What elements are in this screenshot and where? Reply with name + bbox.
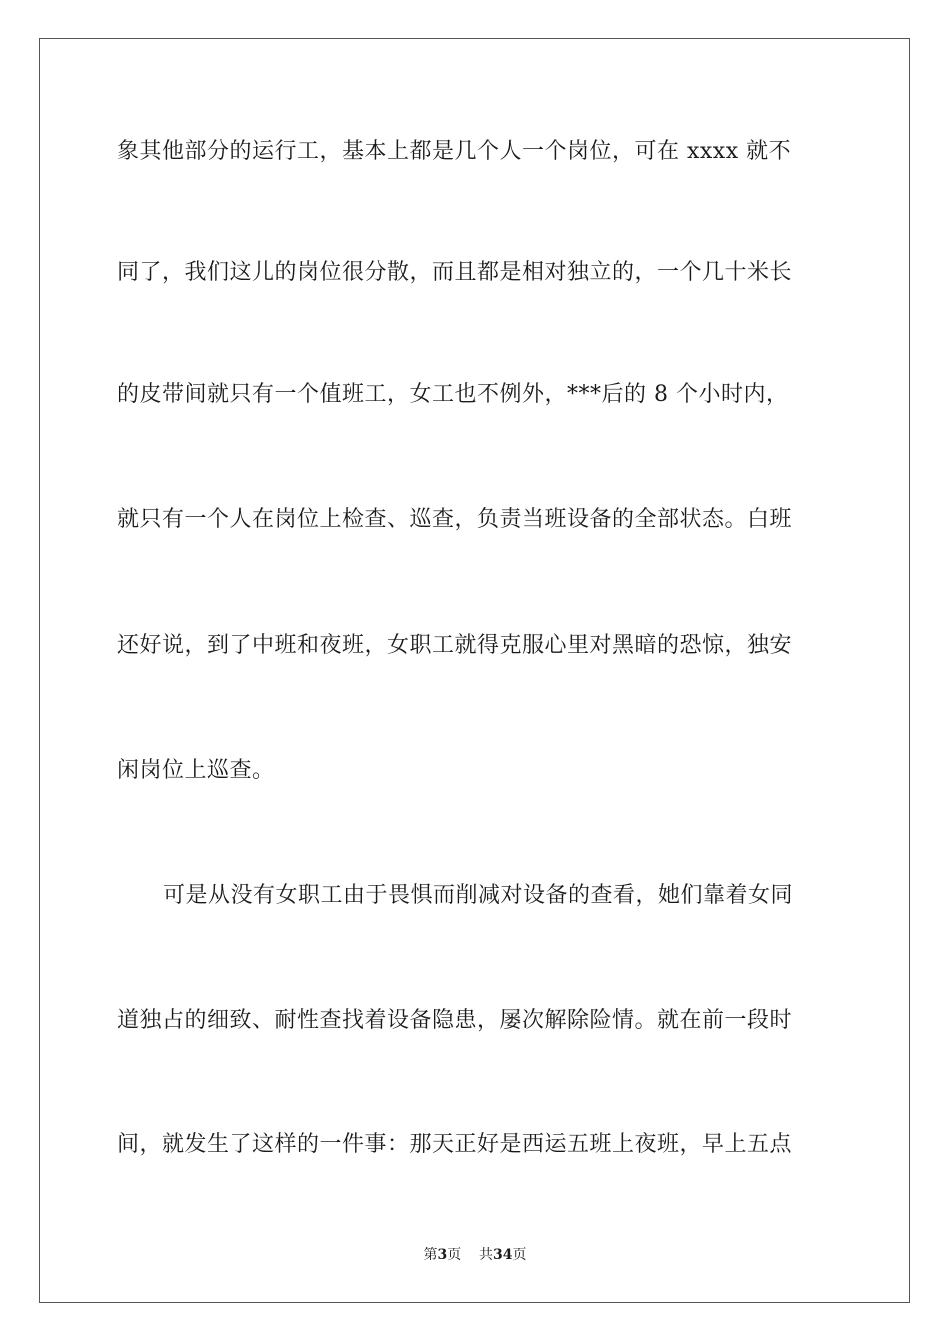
text-line-4: 就只有一个人在岗位上检查、巡查，负责当班设备的全部状态。白班 [117,507,793,532]
text-line-7-paragraph-start: 可是从没有女职工由于畏惧而削减对设备的查看，她们靠着女同 [163,883,794,908]
text-line-9: 间，就发生了这样的一件事：那天正好是西运五班上夜班，早上五点 [117,1132,793,1157]
text-line-6: 闲岗位上巡查。 [117,758,275,783]
page-footer [0,1246,950,1264]
footer-total-suffix: 页 [512,1247,527,1263]
page-border [39,38,910,1303]
text-line-2: 同了，我们这儿的岗位很分散，而且都是相对独立的，一个几十米长 [117,260,793,285]
text-line-8: 道独占的细致、耐性查找着设备隐患，屡次解除险情。就在前一段时 [117,1008,793,1033]
footer-total-prefix: 共 [479,1247,494,1263]
footer-page-suffix: 页 [447,1247,462,1263]
text-line-3: 的皮带间就只有一个值班工，女工也不例外，***后的 8 个小时内， [117,382,789,407]
footer-prefix: 第 [423,1247,438,1263]
total-page-count: 34 [493,1247,513,1263]
current-page-number: 3 [437,1247,448,1263]
text-line-1: 象其他部分的运行工，基本上都是几个人一个岗位，可在 xxxx 就不 [117,139,792,164]
text-line-5: 还好说，到了中班和夜班，女职工就得克服心里对黑暗的恐惊，独安 [117,633,793,658]
